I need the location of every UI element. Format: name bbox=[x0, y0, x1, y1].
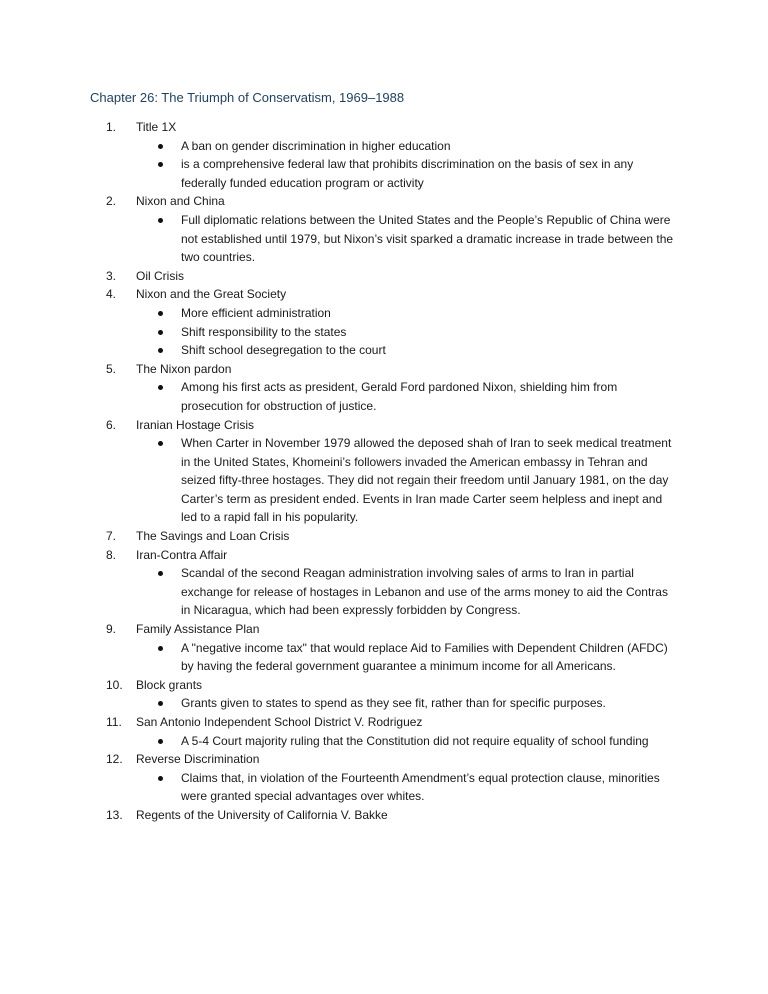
bullet-text: Full diplomatic relations between the United States and the People’s Republic of China were not established until 1979, but Nixon’s visit sparked a dramatic increase in trade between the two countries. bbox=[181, 212, 674, 265]
bullet-item bbox=[0, 137, 768, 156]
item-number: 12. bbox=[106, 752, 123, 767]
bullet-item bbox=[0, 304, 768, 323]
bullet-item bbox=[0, 323, 768, 342]
bullet-item bbox=[0, 769, 768, 806]
numbered-list bbox=[0, 118, 768, 825]
list-item bbox=[0, 546, 768, 620]
item-number: 1. bbox=[106, 120, 117, 134]
bullet-text: A ban on gender discrimination in higher education bbox=[181, 138, 451, 153]
item-title: San Antonio Independent School District V. Rodriguez bbox=[136, 715, 423, 729]
item-number: 4. bbox=[106, 287, 117, 302]
bullet-item bbox=[0, 694, 768, 713]
bullet-text: A 5-4 Court majority ruling that the Constitution did not require equality of school funding bbox=[181, 733, 649, 748]
item-title: Nixon and the Great Society bbox=[136, 287, 287, 302]
list-item bbox=[0, 750, 768, 806]
bullet-item bbox=[0, 639, 768, 676]
bullet-icon bbox=[158, 144, 163, 149]
item-number: 10. bbox=[106, 677, 123, 692]
item-number: 6. bbox=[106, 417, 117, 432]
bullet-icon bbox=[158, 162, 163, 167]
item-title: Block grants bbox=[136, 677, 203, 692]
bullet-icon bbox=[158, 646, 163, 651]
bullet-icon bbox=[158, 348, 163, 353]
item-number: 2. bbox=[106, 194, 117, 209]
bullet-text: A "negative income tax" that would replace Aid to Families with Dependent Children (AFDC) by having the federal government guarantee a minimum income for all Americans. bbox=[181, 640, 668, 674]
item-number: 5. bbox=[106, 361, 117, 376]
item-number: 3. bbox=[106, 268, 117, 283]
list-item bbox=[0, 806, 768, 825]
bullet-item bbox=[0, 434, 768, 527]
list-item bbox=[0, 676, 768, 713]
list-item bbox=[0, 416, 768, 528]
bullet-list bbox=[0, 639, 768, 676]
bullet-icon bbox=[158, 330, 163, 335]
bullet-list bbox=[0, 378, 768, 415]
bullet-text: Among his first acts as president, Gerald Ford pardoned Nixon, shielding him from prosecution for obstruction of justice. bbox=[181, 380, 618, 413]
list-item bbox=[0, 267, 768, 286]
list-item bbox=[0, 285, 768, 359]
item-title: The Savings and Loan Crisis bbox=[136, 529, 290, 544]
item-number: 11. bbox=[106, 715, 122, 729]
chapter-heading: Chapter 26: The Triumph of Conservatism, 1969–1988 bbox=[90, 90, 405, 105]
bullet-list bbox=[0, 694, 768, 713]
bullet-icon bbox=[158, 385, 163, 390]
bullet-icon bbox=[158, 441, 163, 446]
bullet-item bbox=[0, 732, 768, 751]
bullet-list bbox=[0, 211, 768, 267]
bullet-text: Claims that, in violation of the Fourteenth Amendment’s equal protection clause, minorities were granted special advantages over whites. bbox=[181, 770, 660, 804]
bullet-text: Shift responsibility to the states bbox=[181, 324, 347, 339]
bullet-list bbox=[0, 769, 768, 806]
item-title: Iran-Contra Affair bbox=[136, 547, 228, 562]
bullet-text: More efficient administration bbox=[181, 305, 331, 320]
list-item bbox=[0, 527, 768, 546]
bullet-text: is a comprehensive federal law that prohibits discrimination on the basis of sex in any federally funded education program or activity bbox=[181, 157, 634, 190]
bullet-item bbox=[0, 155, 768, 192]
bullet-icon bbox=[158, 218, 163, 223]
bullet-item bbox=[0, 211, 768, 267]
list-item bbox=[0, 620, 768, 676]
bullet-text: Scandal of the second Reagan administration involving sales of arms to Iran in partial exchange for release of hostages in Lebanon and use of the arms money to aid the Contras in Nicaragua, which had been expressly forbidden by Congress. bbox=[181, 566, 668, 618]
item-number: 9. bbox=[106, 622, 117, 637]
item-title: Iranian Hostage Crisis bbox=[136, 417, 255, 432]
bullet-icon bbox=[158, 311, 163, 316]
item-title: Regents of the University of California V. Bakke bbox=[136, 807, 388, 822]
item-number: 13. bbox=[106, 807, 123, 822]
bullet-text: Shift school desegregation to the court bbox=[181, 343, 386, 358]
bullet-item bbox=[0, 378, 768, 415]
item-title: The Nixon pardon bbox=[136, 361, 232, 376]
bullet-text: Grants given to states to spend as they see fit, rather than for specific purposes. bbox=[181, 696, 606, 711]
bullet-icon bbox=[158, 701, 163, 706]
item-title: Oil Crisis bbox=[136, 268, 184, 283]
item-title: Reverse Discrimination bbox=[136, 752, 260, 767]
bullet-text: When Carter in November 1979 allowed the deposed shah of Iran to seek medical treatment in the United States, Khomeini’s followers invaded the American embassy in Tehran and seized fifty-three hostages. They did not regain their freedom until January 1981, on the day Carter’s term as president ended. Events in Iran made Carter seem helpless and inept and led to a rapid fall in his popularity. bbox=[181, 436, 672, 525]
list-item bbox=[0, 192, 768, 266]
list-item bbox=[0, 713, 768, 750]
bullet-list bbox=[0, 732, 768, 751]
item-number: 8. bbox=[106, 547, 117, 562]
bullet-item bbox=[0, 564, 768, 620]
bullet-list bbox=[0, 564, 768, 620]
bullet-item bbox=[0, 341, 768, 360]
bullet-list bbox=[0, 304, 768, 360]
bullet-icon bbox=[158, 739, 163, 744]
list-item bbox=[0, 118, 768, 192]
bullet-list bbox=[0, 137, 768, 193]
bullet-list bbox=[0, 434, 768, 527]
bullet-icon bbox=[158, 776, 163, 781]
bullet-icon bbox=[158, 571, 163, 576]
list-item bbox=[0, 360, 768, 416]
item-number: 7. bbox=[106, 529, 117, 544]
item-title: Family Assistance Plan bbox=[136, 622, 260, 637]
item-title: Nixon and China bbox=[136, 194, 225, 209]
item-title: Title 1X bbox=[136, 120, 177, 134]
